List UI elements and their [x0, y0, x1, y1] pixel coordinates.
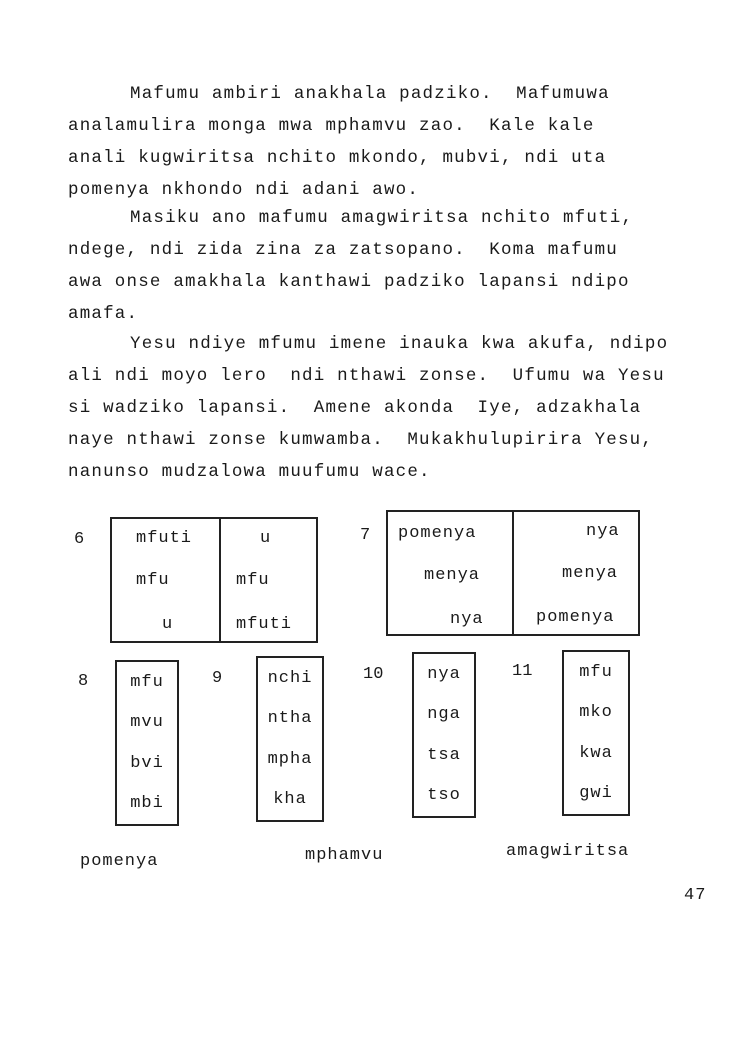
syllable: mko [579, 703, 613, 723]
text-line: ndege, ndi zida zina za zatsopano. Koma mafumu [68, 240, 618, 260]
text-line: Yesu ndiye mfumu imene inauka kwa akufa, ndipo [130, 334, 669, 354]
exercise-9-column [256, 656, 324, 822]
table-cell: u [162, 615, 174, 634]
exercise-8-column [115, 660, 179, 826]
text-line: naye nthawi zonse kumwamba. Mukakhulupirira Yesu, [68, 430, 654, 450]
syllable: nga [427, 705, 461, 725]
syllable: mfu [579, 662, 613, 682]
table-cell: pomenya [536, 608, 615, 627]
exercise-9-number: 9 [212, 669, 223, 688]
page-number: 47 [684, 886, 707, 905]
paragraph-2 [68, 202, 718, 330]
syllable: kha [273, 790, 307, 810]
caption-word: amagwiritsa [506, 842, 630, 861]
exercise-6-number: 6 [74, 530, 85, 549]
exercise-7-table [386, 510, 640, 636]
text-line: anali kugwiritsa nchito mkondo, mubvi, ndi uta [68, 148, 607, 168]
table-cell: pomenya [398, 524, 477, 543]
syllable: tsa [427, 745, 461, 765]
table-divider [219, 519, 221, 641]
paragraph-3 [68, 328, 718, 488]
text-line: si wadziko lapansi. Amene akonda Iye, adzakhala [68, 398, 642, 418]
table-cell: mfuti [236, 615, 293, 634]
syllable: tso [427, 786, 461, 806]
syllable: kwa [579, 743, 613, 763]
syllable: bvi [130, 753, 164, 773]
text-line: awa onse amakhala kanthawi padziko lapansi ndipo [68, 272, 630, 292]
text-line: ali ndi moyo lero ndi nthawi zonse. Ufumu wa Yesu [68, 366, 665, 386]
exercise-10-column [412, 652, 476, 818]
table-cell: mfu [136, 571, 170, 590]
text-line: amafa. [68, 304, 139, 324]
exercise-10-number: 10 [363, 665, 384, 684]
syllable: mfu [130, 672, 164, 692]
table-cell: menya [562, 564, 619, 583]
syllable: mpha [267, 749, 313, 769]
table-cell: mfu [236, 571, 270, 590]
syllable: nya [427, 664, 461, 684]
text-line: Mafumu ambiri anakhala padziko. Mafumuwa [130, 84, 610, 104]
text-line: analamulira monga mwa mphamvu zao. Kale kale [68, 116, 595, 136]
exercise-11-column [562, 650, 630, 816]
table-cell: u [260, 529, 272, 548]
exercise-11-number: 11 [512, 662, 533, 681]
syllable: mbi [130, 794, 164, 814]
paragraph-1 [68, 78, 718, 206]
caption-word: pomenya [80, 852, 159, 871]
exercise-6-table [110, 517, 318, 643]
table-cell: nya [586, 522, 620, 541]
table-cell: nya [450, 610, 484, 629]
syllable: nchi [267, 668, 313, 688]
text-line: pomenya nkhondo ndi adani awo. [68, 180, 420, 200]
table-cell: mfuti [136, 529, 193, 548]
syllable: gwi [579, 784, 613, 804]
exercise-8-number: 8 [78, 672, 89, 691]
table-divider [512, 512, 514, 634]
syllable: ntha [267, 709, 313, 729]
table-cell: menya [424, 566, 481, 585]
text-line: Masiku ano mafumu amagwiritsa nchito mfuti, [130, 208, 634, 228]
caption-word: mphamvu [305, 846, 384, 865]
exercise-7-number: 7 [360, 526, 371, 545]
syllable: mvu [130, 713, 164, 733]
text-line: nanunso mudzalowa muufumu wace. [68, 462, 431, 482]
